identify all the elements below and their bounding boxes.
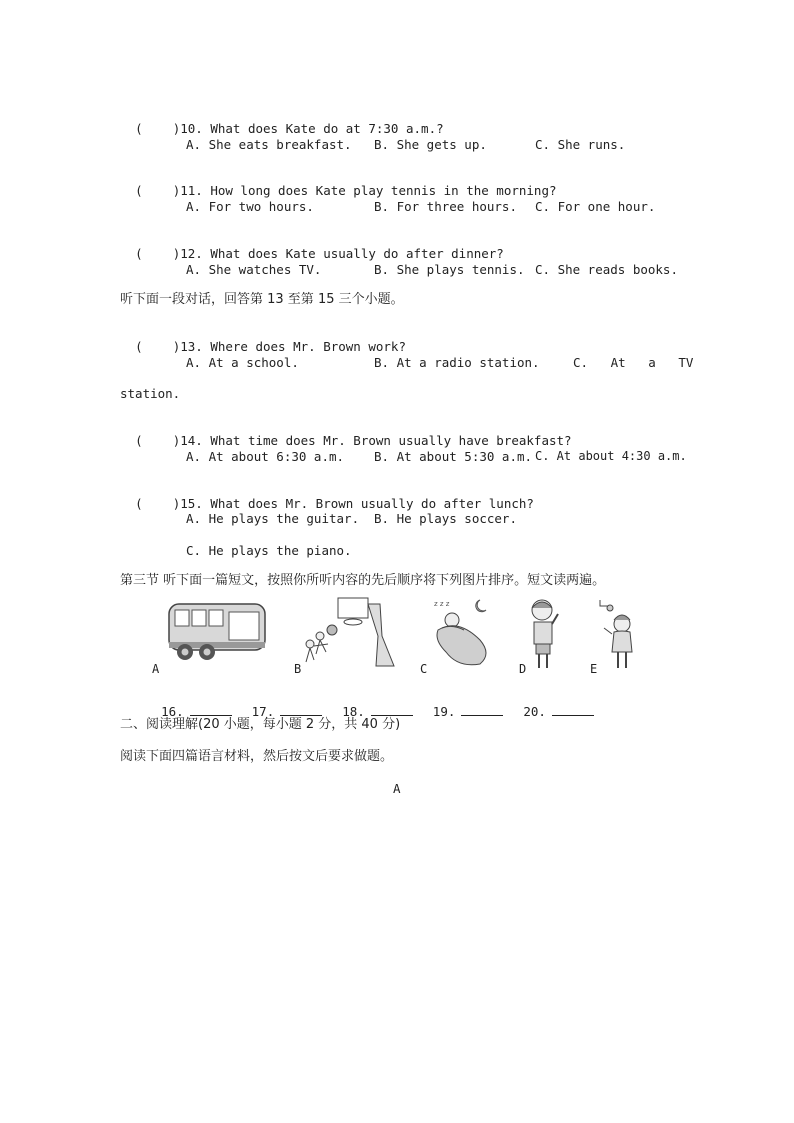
question-text: 12. What does Kate usually do after dinner? <box>180 246 504 261</box>
boy-icon <box>524 596 564 672</box>
dialogue-instruction: 听下面一段对话，回答第 13 至第 15 三个小题。 <box>120 292 404 307</box>
question-14 <box>120 417 572 449</box>
basketball-icon <box>300 596 400 668</box>
answer-paren[interactable]: ( ) <box>135 121 181 136</box>
blank-16[interactable] <box>190 703 232 716</box>
option-14a: A. At about 6:30 a.m. <box>186 449 345 464</box>
answer-paren[interactable]: ( ) <box>135 339 181 354</box>
section3-instruction: 第三节 听下面一篇短文，按照你所听内容的先后顺序将下列图片排序。短文读两遍。 <box>120 573 606 588</box>
option-11b: B. For three hours. <box>374 199 517 214</box>
answer-paren[interactable]: ( ) <box>135 496 181 511</box>
part2-instruction: 阅读下面四篇语言材料，然后按文后要求做题。 <box>120 749 394 764</box>
answer-paren[interactable]: ( ) <box>135 183 181 198</box>
answer-paren[interactable]: ( ) <box>135 433 181 448</box>
question-10 <box>120 105 444 137</box>
shower-icon <box>596 598 640 672</box>
picture-letter-d: D <box>519 662 527 676</box>
option-10a: A. She eats breakfast. <box>186 137 352 152</box>
option-11a: A. For two hours. <box>186 199 314 214</box>
blank-label: 18. <box>342 704 365 719</box>
question-text: 14. What time does Mr. Brown usually have breakfast? <box>180 433 572 448</box>
option-15c: C. He plays the piano. <box>186 543 352 558</box>
option-15b: B. He plays soccer. <box>374 511 517 526</box>
option-13c-wrap: station. <box>120 386 181 401</box>
option-12c: C. She reads books. <box>535 262 678 277</box>
blank-label: 16. <box>161 704 184 719</box>
passage-label: A <box>393 781 401 796</box>
picture-letter-e: E <box>590 662 598 676</box>
bus-icon <box>165 598 269 664</box>
option-11c: C. For one hour. <box>535 199 656 214</box>
question-15 <box>120 480 534 512</box>
blank-18[interactable] <box>371 703 413 716</box>
answer-paren[interactable]: ( ) <box>135 246 181 261</box>
sleeping-icon <box>428 596 496 668</box>
picture-letter-b: B <box>294 662 302 676</box>
blank-17[interactable] <box>280 703 322 716</box>
option-12b: B. She plays tennis. <box>374 262 525 277</box>
blank-label: 19. <box>432 704 456 719</box>
option-13c: C. At a TV <box>573 355 694 370</box>
blank-20[interactable] <box>552 703 594 716</box>
option-10c: C. She runs. <box>535 137 626 152</box>
blank-label: 20. <box>523 704 546 719</box>
question-11 <box>120 167 557 199</box>
question-text: 10. What does Kate do at 7:30 a.m.? <box>180 121 444 136</box>
svg-text:z z z: z z z <box>434 600 450 608</box>
question-text: 13. Where does Mr. Brown work? <box>180 339 406 354</box>
picture-letter-a: A <box>152 662 160 676</box>
option-13a: A. At a school. <box>186 355 299 370</box>
option-12a: A. She watches TV. <box>186 262 322 277</box>
blank-label: 17. <box>251 704 275 719</box>
option-13b: B. At a radio station. <box>374 355 540 370</box>
option-14c: C. At about 4:30 a.m. <box>535 449 687 463</box>
question-text: 15. What does Mr. Brown usually do after lunch? <box>180 496 534 511</box>
picture-letter-c: C <box>420 662 428 676</box>
question-text: 11. How long does Kate play tennis in the morning? <box>180 183 557 198</box>
part2-title: 二、阅读理解(20 小题，每小题 2 分，共 40 分) <box>120 717 401 732</box>
blank-19[interactable] <box>461 703 503 716</box>
option-15a: A. He plays the guitar. <box>186 511 360 526</box>
option-14b: B. At about 5:30 a.m. <box>374 449 533 464</box>
option-10b: B. She gets up. <box>374 137 487 152</box>
question-12 <box>120 230 504 262</box>
answer-blanks <box>146 688 614 719</box>
question-13 <box>120 323 406 355</box>
